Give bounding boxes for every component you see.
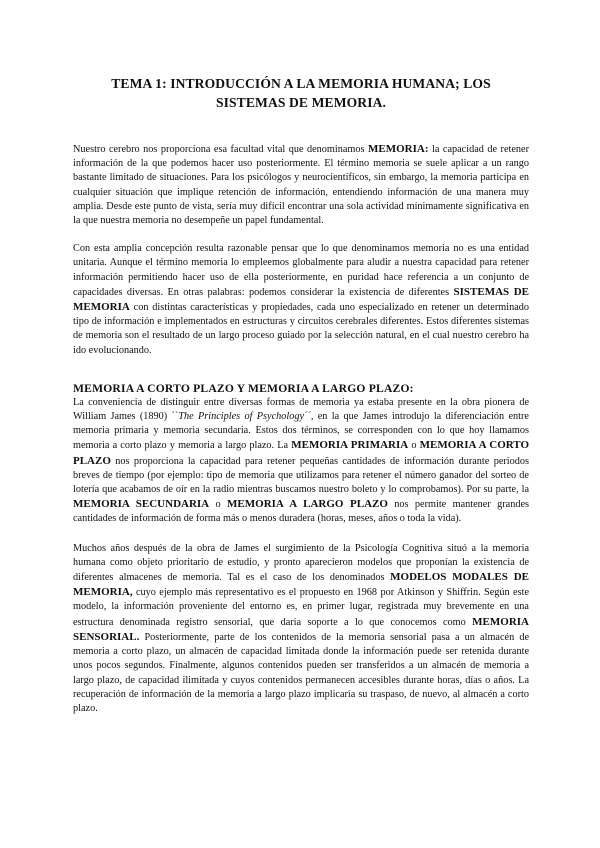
text-run: Nuestro cerebro nos proporciona esa facultad vital que denominamos	[73, 144, 369, 155]
paragraph-intro	[73, 142, 529, 228]
text-run: o	[408, 440, 420, 452]
text-run: o	[209, 499, 228, 511]
paragraph-memory-systems	[73, 242, 529, 358]
title-line-1: TEMA 1: INTRODUCCIÓN A LA MEMORIA HUMANA; LOS	[111, 76, 491, 91]
page-title	[73, 74, 529, 112]
text-run: con distintas características y propiedades, cada uno especializado en retener un determinado tipo de información e implementados en estructuras y circuitos cerebrales diferentes. Estos diferentes sistemas de memoria son el resultado de un largo proceso guiado por la selección natural, en el cual nuestro cerebro ha ido evolucionando.	[73, 302, 529, 356]
text-run: Muchos años después de la obra de James el surgimiento de la Psicología Cognitiva situó a la memoria humana como objeto prioritario de estudio, y pronto aparecieron modelos que proponían la existencia de diferentes almacenes de memoria. Tal es el caso de los denominados	[73, 542, 529, 584]
text-run: nos permite mantener grandes cantidades de información de forma más o menos duradera (horas, meses, años o toda la vida).	[73, 499, 529, 525]
text-run: en la que James introdujo la diferenciación entre memoria primaria y memoria secundaria. Estos dos términos, se corresponden con lo que hoy llamamos memoria a corto plazo y memoria a largo plazo. La	[73, 411, 529, 452]
text-run: Posteriormente, parte de los contenidos de la memoria sensorial pasa a un almacén de memoria a corto plazo, un almacén de capacidad limitada donde la información puede ser retenida durante unos pocos segundos. Finalmente, algunos contenidos pueden ser transferidos a un almacén de memoria a largo plazo, de capacidad ilimitada y cuyos contenidos permanecen accesibles durante horas, días o años. La recuperación de información de la memoria a largo plazo implicaría su traspaso, de nuevo, al almacén a corto plazo.	[73, 631, 529, 714]
text-run: la capacidad de retener información de la que podemos hacer uso posteriormente. El término memoria se suele aplicar a un rango bastante limitado de situaciones. Para los psicólogos y neurocientíficos, sin embargo, la memoria participa en cualquier situación que implique retención de información, entendiendo información de una manera muy amplia. Desde este punto de vista, sería muy difícil encontrar una sola actividad mínimamente significativa en la que nuestra memoria no desempeñe un papel fundamental.	[73, 144, 529, 227]
document-page	[73, 74, 529, 716]
bold-term: SISTEMAS DE MEMORIA	[73, 285, 529, 314]
paragraph-short-long-term	[73, 396, 529, 527]
italic-title: The Principles of Psychology´´,	[178, 411, 314, 423]
bold-term: MEMORIA SENSORIAL.	[73, 615, 529, 643]
title-line-2: SISTEMAS DE MEMORIA.	[215, 95, 387, 110]
text-run: cuyo ejemplo más representativo es el propuesto en 1968 por Atkinson y Shiffrin. Según este modelo, la información proveniente del entorno es, en primer lugar, registrada muy brevemente en una estructura denominada registro sensorial, que daría soporte a lo que conocemos como	[73, 587, 529, 628]
bold-term: MODELOS MODALES DE MEMORIA,	[73, 571, 529, 599]
bold-term: MEMORIA:	[368, 143, 429, 155]
section-heading: MEMORIA A CORTO PLAZO Y MEMORIA A LARGO PLAZO:	[73, 381, 414, 395]
bold-term: MEMORIA A CORTO PLAZO	[73, 439, 530, 467]
text-run: Con esta amplia concepción resulta razonable pensar que lo que denominamos memoria no es una entidad unitaria. Aunque el término memoria lo empleemos globalmente para aludir a nuestra capacidad para retener información permitiendo hacer uso de ella posteriormente, en puridad hace referencia a un conjunto de capacidades diversas. En otras palabras: podemos considerar la existencia de diferentes	[73, 243, 529, 298]
bold-term: MEMORIA SECUNDARIA	[73, 498, 210, 511]
bold-term: MEMORIA PRIMARIA	[291, 439, 409, 452]
bold-term: MEMORIA A LARGO PLAZO	[227, 498, 388, 511]
text-run: La conveniencia de distinguir entre diversas formas de memoria ya estaba presente en la obra pionera de William James (1890) ``	[73, 396, 529, 423]
text-run: nos proporciona la capacidad para retener pequeñas cantidades de información durante periodos breves de tiempo (por ejemplo: tipo de memoria que utilizamos para retener el número ganador del sorteo de lotería que acabamos de oír en la radio mientras buscamos nuestro boleto y lo comprobamos). Por su parte, la	[73, 455, 529, 496]
paragraph-modal-models	[73, 542, 529, 716]
